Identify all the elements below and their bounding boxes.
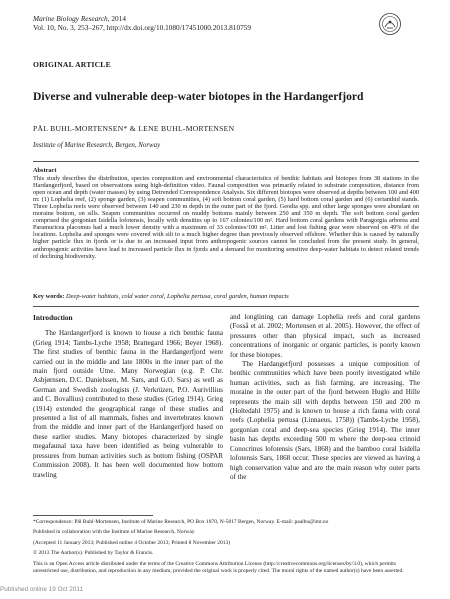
right-column: [230, 313, 420, 482]
footnote-rule: [33, 515, 153, 516]
left-column: [33, 313, 223, 480]
abstract-bottom-rule: [33, 306, 419, 307]
journal-issue-line: [33, 23, 251, 32]
journal-name-line: [33, 14, 251, 23]
correspondence-note: *Correspondence: Pål Buhl-Mortensen, Institute of Marine Research, PO Box 1870, N-5817 Bergen, Norway. E-mail: paalbu@imr.no: [33, 519, 329, 525]
intro-paragraph-3: The Hardangerfjord possesses a unique composition of benthic communities which have been poorly investigated while human activities, such as fish farming, are increasing. The moraine in the outer part of the fjord between Huglo and Hille represents the main sill with depths between 150 and 200 m (Holtedahl 1975) and is known to house a rich fauna with coral reefs (Lophelia pertusa (Linnaeus, 1758)) (Tambs-Lyche 1958), gorgonian coral and deep-sea species (Grieg 1914). The inner basin has depths exceeding 500 m where the deep-sea crinoid Conocrinus lofotensis (Sars, 1868) and the bamboo coral Isidella lofotensis Sars, 1868 occur. These species are viewed as having a high conservation value and are the main reason why outer parts of the: [230, 360, 420, 481]
article-type-label: ORIGINAL ARTICLE: [33, 60, 111, 69]
license-note: This is an Open Access article distributed under the terms of the Creative Commons Attribution License (http://creativecommons.org/licenses/by/3.0), which permits unrestricted use, distribution, and reproduction in any medium, provided the original work is properly cited. The moral rights of the named author(s) have been asserted.: [33, 560, 404, 575]
journal-header: [33, 14, 251, 32]
journal-issue: Vol. 10, No. 3, 253–267,: [33, 23, 107, 32]
open-access-logo-icon: [378, 12, 402, 36]
abstract-heading: Abstract: [33, 167, 57, 174]
abstract-body: This study describes the distribution, species composition and environmental characteristics of benthic habitats and biotopes from 38 stations in the Hardangerfjord, based on observations using high-definition video. Faunal composition was primarily related to substrate composition, distance from open ocean and depth (water masses) by using Detrended Correspondence Analysis. Six different biotopes were observed at depths between 100 and 400 m: (1) Lophelia reef, (2) sponge garden, (3) seapen communities, (4) soft bottom coral garden, (5) hard bottom coral garden and (6) cerianthid stands. Three Lophelia reefs were observed between 140 and 230 m depth in the outer part of the fjord. Geodia spp. and other large sponges were abundant on moraine bottom, on sills. Seapen communities occurred on muddy bottoms mainly between 250 and 350 m depth. The soft bottom coral garden comprised the gorgonian Isidella lofotensis, locally with densities up to 167 colonies/100 m². Hard bottom coral gardens with Paragorgia arborea and Paramuricea placomus had a much lower density with a maximum of 33 colonies/100 m². Litter and lost fishing gear were observed on 49% of the locations. Lophelia and sponges were covered with silt to a much higher degree than previously observed offshore. Whether this is caused by naturally higher particle flux in fjords or is due to an increased input from anthropogenic sources cannot be concluded from the present study. In general, anthropogenic activities have lead to increased particle flux in fjords and a demand for monitoring sensitive deep-water habitats to detect related trends of declining biodiversity.: [33, 174, 419, 260]
doi-link[interactable]: http://dx.doi.org/10.1080/17451000.2013.810759: [106, 23, 252, 32]
journal-name: Marine Biology Research: [33, 14, 108, 23]
footnotes-block: [33, 519, 423, 578]
keywords-label: Key words:: [33, 293, 65, 300]
author-list: PÅL BUHL-MORTENSEN* & LENE BUHL-MORTENSEN: [33, 124, 235, 133]
online-stamp: Published online 19 Oct 2011: [0, 586, 84, 593]
keywords-line: [33, 293, 419, 300]
introduction-heading: Introduction: [33, 313, 73, 322]
intro-paragraph-1: The Hardangerfjord is known to house a rich benthic fauna (Grieg 1914; Tambs-Lyche 1958; Brattegard 1966; Beyer 1968). The first studies of benthic fauna in the Hardangerfjord were carried out in the middle and late 1800s in the inner part of the main fjord outside Utne. Many Norwegian (e.g. P. Chr. Asbjørnsen, D.C. Danielssen, M. Sars, and G.O. Sars) as well as German and Swedish zoologists (J. Verkrüzen, P.O. Aurivillius and C. Bovallius) contributed to these studies (Grieg 1914). Grieg (1914) extended the geographical range of these studies and presented a list of all mammals, fishes and invertebrates known from the middle and inner part of the Hardangerfjord based on these earlier studies. Many biotopes characterized by single megafaunal taxa have been identified as being vulnerable to pressures from human activities such as bottom fishing (OSPAR Commission 2008). It has been well documented how bottom trawling: [33, 329, 223, 479]
copyright-note: © 2013 The Author(s). Published by Taylor & Francis.: [33, 550, 154, 557]
abstract-top-rule: [33, 161, 419, 162]
publication-dates: (Accepted 11 January 2013; Published online 4 October 2013; Printed 8 November 2013): [33, 539, 231, 546]
intro-paragraph-2: and longlining can damage Lophelia reefs and coral gardens (Fosså et al. 2002; Mortensen et al. 2005). However, the effect of pressures other than physical impact, such as increased concentrations of inorganic or organic particles, is poorly known for these biotopes.: [230, 313, 420, 359]
article-title: Diverse and vulnerable deep-water biotopes in the Hardangerfjord: [33, 90, 364, 103]
author-affiliation: Institute of Marine Research, Bergen, Norway: [33, 142, 161, 149]
keywords-items: Deep-water habitats, cold water coral, Lophelia pertusa, coral garden, human impacts: [66, 293, 289, 300]
abstract-block: [33, 167, 419, 260]
journal-year: , 2014: [107, 14, 126, 23]
collaboration-note: Published in collaboration with the Institute of Marine Research, Norway: [33, 529, 195, 536]
